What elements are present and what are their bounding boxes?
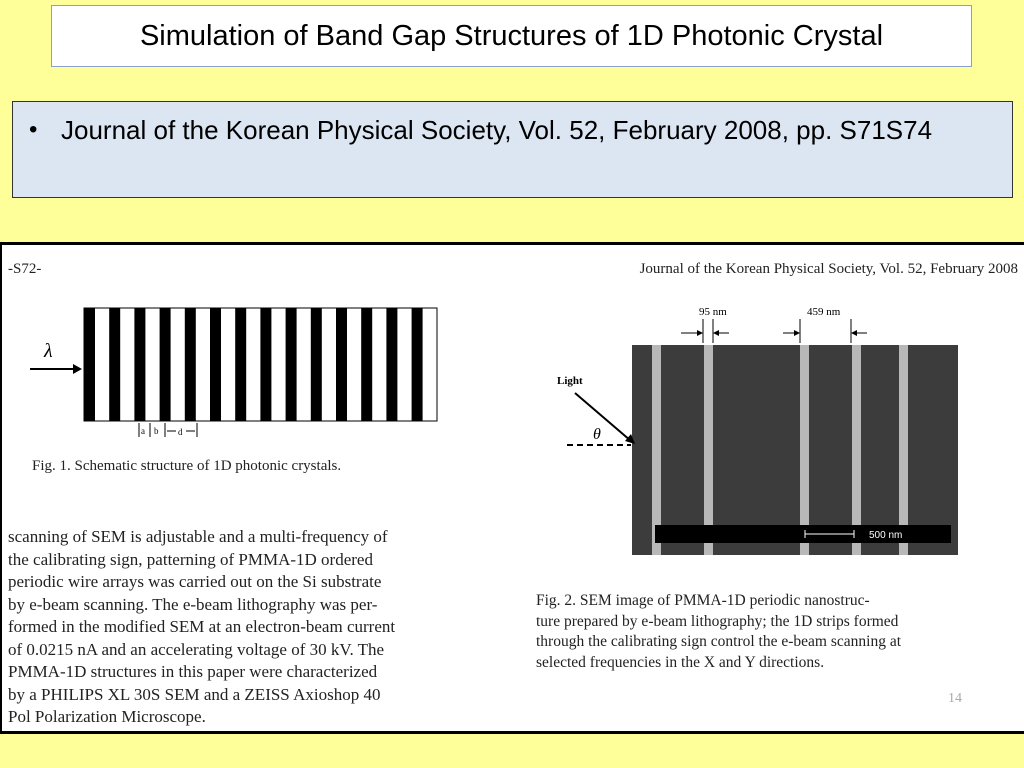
sem-scale-bar-bg	[655, 525, 951, 543]
fig1-stripe	[109, 308, 120, 421]
fig2-label-95: 95 nm	[699, 306, 727, 318]
fig2-light-ray	[575, 393, 631, 441]
fig2-caption-line: through the calibrating sign control the e-beam scanning at	[536, 633, 901, 650]
fig1-stripe	[134, 308, 145, 421]
fig1-stripe	[235, 308, 246, 421]
fig1-stripes	[84, 308, 423, 421]
fig1-label-d: d	[178, 427, 183, 437]
fig2-label-459: 459 nm	[807, 306, 841, 318]
sem-strip	[652, 345, 661, 555]
slide-title: Simulation of Band Gap Structures of 1D Photonic Crystal	[139, 19, 884, 52]
fig1-schematic	[28, 307, 448, 445]
fig2-caption	[536, 591, 1020, 673]
bullet-text: Journal of the Korean Physical Society, Vol. 52, February 2008, pp. S71S74	[61, 115, 933, 145]
bullet-box	[12, 101, 1013, 198]
fig1-stripe	[412, 308, 423, 421]
paper-journal-header: Journal of the Korean Physical Society, Vol. 52, February 2008	[639, 261, 1018, 277]
body-line: the calibrating sign, patterning of PMMA-1D ordered	[8, 549, 373, 569]
fig1-stripe	[361, 308, 372, 421]
fig1-stripe	[311, 308, 322, 421]
fig1-lambda: λ	[44, 340, 53, 362]
sem-strip	[899, 345, 908, 555]
fig1-arrowhead	[73, 364, 82, 374]
fig1-stripe	[286, 308, 297, 421]
slide-title-box	[51, 5, 972, 67]
body-line: of 0.0215 nA and an accelerating voltage of 30 kV. The	[8, 639, 385, 659]
fig2-theta: θ	[593, 426, 601, 443]
sem-scale-label: 500 nm	[869, 530, 903, 541]
fig1-label-a: a	[141, 426, 145, 436]
fig2-caption-line: ture prepared by e-beam lithography; the 1D strips formed	[536, 612, 899, 630]
body-line: formed in the modified SEM at an electron-beam current	[8, 617, 396, 636]
body-line: PMMA-1D structures in this paper were characterized	[8, 662, 378, 681]
slide-page-number: 14	[948, 691, 962, 706]
body-line: by e-beam scanning. The e-beam lithography was per-	[8, 594, 378, 614]
sem-strip	[800, 345, 809, 555]
fig1-stripe	[260, 308, 271, 421]
fig1-label-b: b	[154, 426, 159, 436]
fig1-stripe	[185, 308, 196, 421]
paper-excerpt	[0, 242, 1024, 734]
fig2-sem-image	[547, 299, 967, 555]
bullet-dot-icon: •	[29, 116, 38, 143]
paper-body-text	[8, 526, 492, 729]
fig1-stripe	[386, 308, 397, 421]
fig2-light-label: Light	[557, 375, 583, 387]
body-line: scanning of SEM is adjustable and a multi-frequency of	[8, 527, 388, 546]
body-line: Pol Polarization Microscope.	[8, 707, 206, 726]
sem-strip	[852, 345, 861, 555]
fig2-caption-line: selected frequencies in the X and Y directions.	[536, 653, 825, 671]
sem-background	[632, 345, 958, 555]
body-line: periodic wire arrays was carried out on the Si substrate	[8, 572, 382, 591]
fig1-stripe	[160, 308, 171, 421]
fig1-stripe	[84, 308, 95, 421]
paper-page-label: -S72-	[8, 261, 42, 277]
sem-strip	[704, 345, 713, 555]
body-line: by a PHILIPS XL 30S SEM and a ZEISS Axioshop 40	[8, 684, 381, 704]
fig1-stripe	[210, 308, 221, 421]
fig1-stripe	[336, 308, 347, 421]
fig1-caption: Fig. 1. Schematic structure of 1D photonic crystals.	[32, 458, 342, 474]
fig2-caption-line: Fig. 2. SEM image of PMMA-1D periodic nanostruc-	[536, 592, 870, 609]
